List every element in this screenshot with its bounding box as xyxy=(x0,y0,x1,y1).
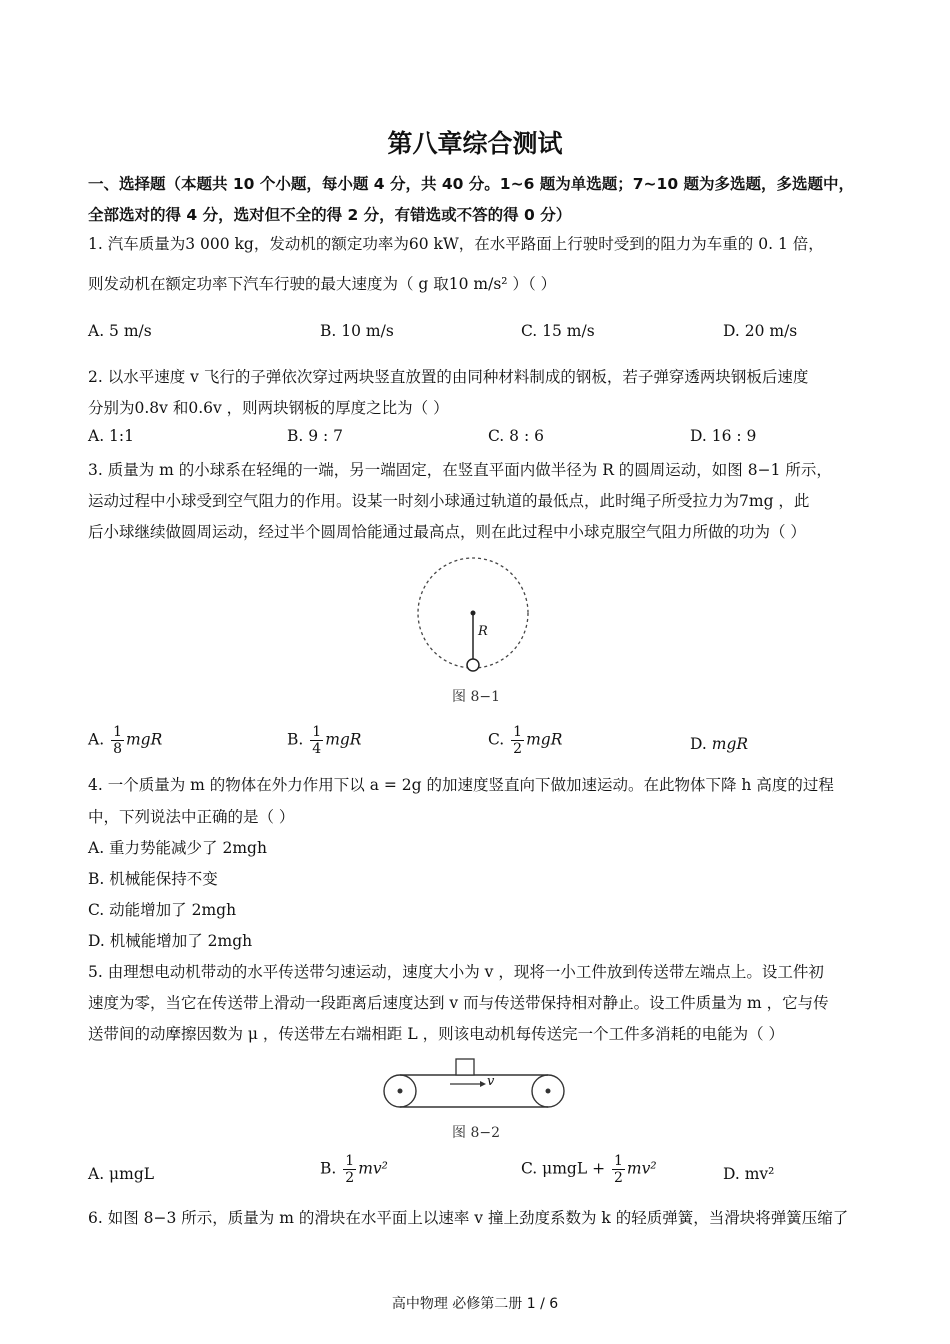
q1-option-c: C. 15 m/s xyxy=(521,322,595,340)
figure-8-2-velocity-label: v xyxy=(487,1074,495,1089)
q5-text-cont: 速度为零，当它在传送带上滑动一段距离后速度达到 v 而与传送带保持相对静止。设工件质量为 m ，它与传 xyxy=(88,994,829,1012)
q2-text-cont: 分别为0.8v 和0.6v ，则两块钢板的厚度之比为（ ） xyxy=(88,399,449,417)
q5-option-d: D. mv² xyxy=(723,1165,775,1183)
q5-option-a: A. μmgL xyxy=(88,1165,155,1183)
q5-text-cont2: 送带间的动摩擦因数为 μ ，传送带左右端相距 L ，则该电动机每传送完一个工件多消耗的电能为（ ） xyxy=(88,1025,785,1043)
q3-option-d: D. mgR xyxy=(690,735,749,753)
q1-option-b: B. 10 m/s xyxy=(320,322,394,340)
q2-text: 2. 以水平速度 v 飞行的子弹依次穿过两块竖直放置的由同种材料制成的钢板，若子弹穿透两块钢板后速度 xyxy=(88,368,809,386)
q4-option-b: B. 机械能保持不变 xyxy=(88,870,218,888)
q5-text: 5. 由理想电动机带动的水平传送带匀速运动，速度大小为 v ，现将一小工件放到传送带左端点上。设工件初 xyxy=(88,963,824,981)
q4-option-d: D. 机械能增加了 2mgh xyxy=(88,932,253,950)
section-header-cont: 全部选对的得 4 分，选对但不全的得 2 分，有错选或不答的得 0 分） xyxy=(88,206,572,224)
q1-option-a: A. 5 m/s xyxy=(88,322,152,340)
q2-option-c: C. 8 : 6 xyxy=(488,427,544,445)
q3-option-c: C. $\frac{1}{2}$ mgR xyxy=(488,724,563,757)
figure-8-1-radius-label: R xyxy=(478,624,488,639)
q4-option-c: C. 动能增加了 2mgh xyxy=(88,901,237,919)
q3-option-b: B. $\frac{1}{4}$ mgR xyxy=(287,724,362,757)
figure-8-2-conveyor xyxy=(380,1056,570,1116)
q3-text-cont2: 后小球继续做圆周运动，经过半个圆周恰能通过最高点，则在此过程中小球克服空气阻力所做的功为（ ） xyxy=(88,523,806,541)
q4-text-cont: 中，下列说法中正确的是（ ） xyxy=(88,808,295,826)
q6-text: 6. 如图 8−3 所示，质量为 m 的滑块在水平面上以速率 v 撞上劲度系数为 k 的轻质弹簧，当滑块将弹簧压缩了 xyxy=(88,1209,849,1227)
section-header: 一、选择题（本题共 10 个小题，每小题 4 分，共 40 分。1~6 题为单选题；7~10 题为多选题，多选题中， xyxy=(88,175,854,193)
q2-option-b: B. 9 : 7 xyxy=(287,427,344,445)
page-footer: 高中物理 必修第二册 1 / 6 xyxy=(391,1296,559,1312)
q1-option-d: D. 20 m/s xyxy=(723,322,798,340)
q2-option-d: D. 16 : 9 xyxy=(690,427,757,445)
q4-text: 4. 一个质量为 m 的物体在外力作用下以 a = 2g 的加速度竖直向下做加速运动。在此物体下降 h 高度的过程 xyxy=(88,776,834,794)
q5-option-c: C. μmgL + $\frac{1}{2}$ mv² xyxy=(521,1153,657,1186)
q5-option-b: B. $\frac{1}{2}$ mv² xyxy=(320,1153,388,1186)
q3-option-a: A. $\frac{1}{8}$ mgR xyxy=(88,724,163,757)
q1-text: 1. 汽车质量为3 000 kg，发动机的额定功率为60 kW，在水平路面上行驶时受到的阻力为车重的 0. 1 倍， xyxy=(88,235,824,253)
figure-8-1-circle xyxy=(410,556,540,676)
q3-text-cont: 运动过程中小球受到空气阻力的作用。设某一时刻小球通过轨道的最低点，此时绳子所受拉力为7mg ，此 xyxy=(88,492,810,510)
figure-8-1-caption: 图 8−1 xyxy=(452,689,500,705)
q2-option-a: A. 1:1 xyxy=(88,427,134,445)
q4-option-a: A. 重力势能减少了 2mgh xyxy=(88,839,267,857)
q1-text-cont: 则发动机在额定功率下汽车行驶的最大速度为（ g 取10 m/s² ）（ ） xyxy=(88,275,557,293)
figure-8-2-caption: 图 8−2 xyxy=(452,1125,500,1141)
page-title: 第八章综合测试 xyxy=(387,129,563,158)
q3-text: 3. 质量为 m 的小球系在轻绳的一端，另一端固定，在竖直平面内做半径为 R 的圆周运动，如图 8−1 所示， xyxy=(88,461,832,479)
